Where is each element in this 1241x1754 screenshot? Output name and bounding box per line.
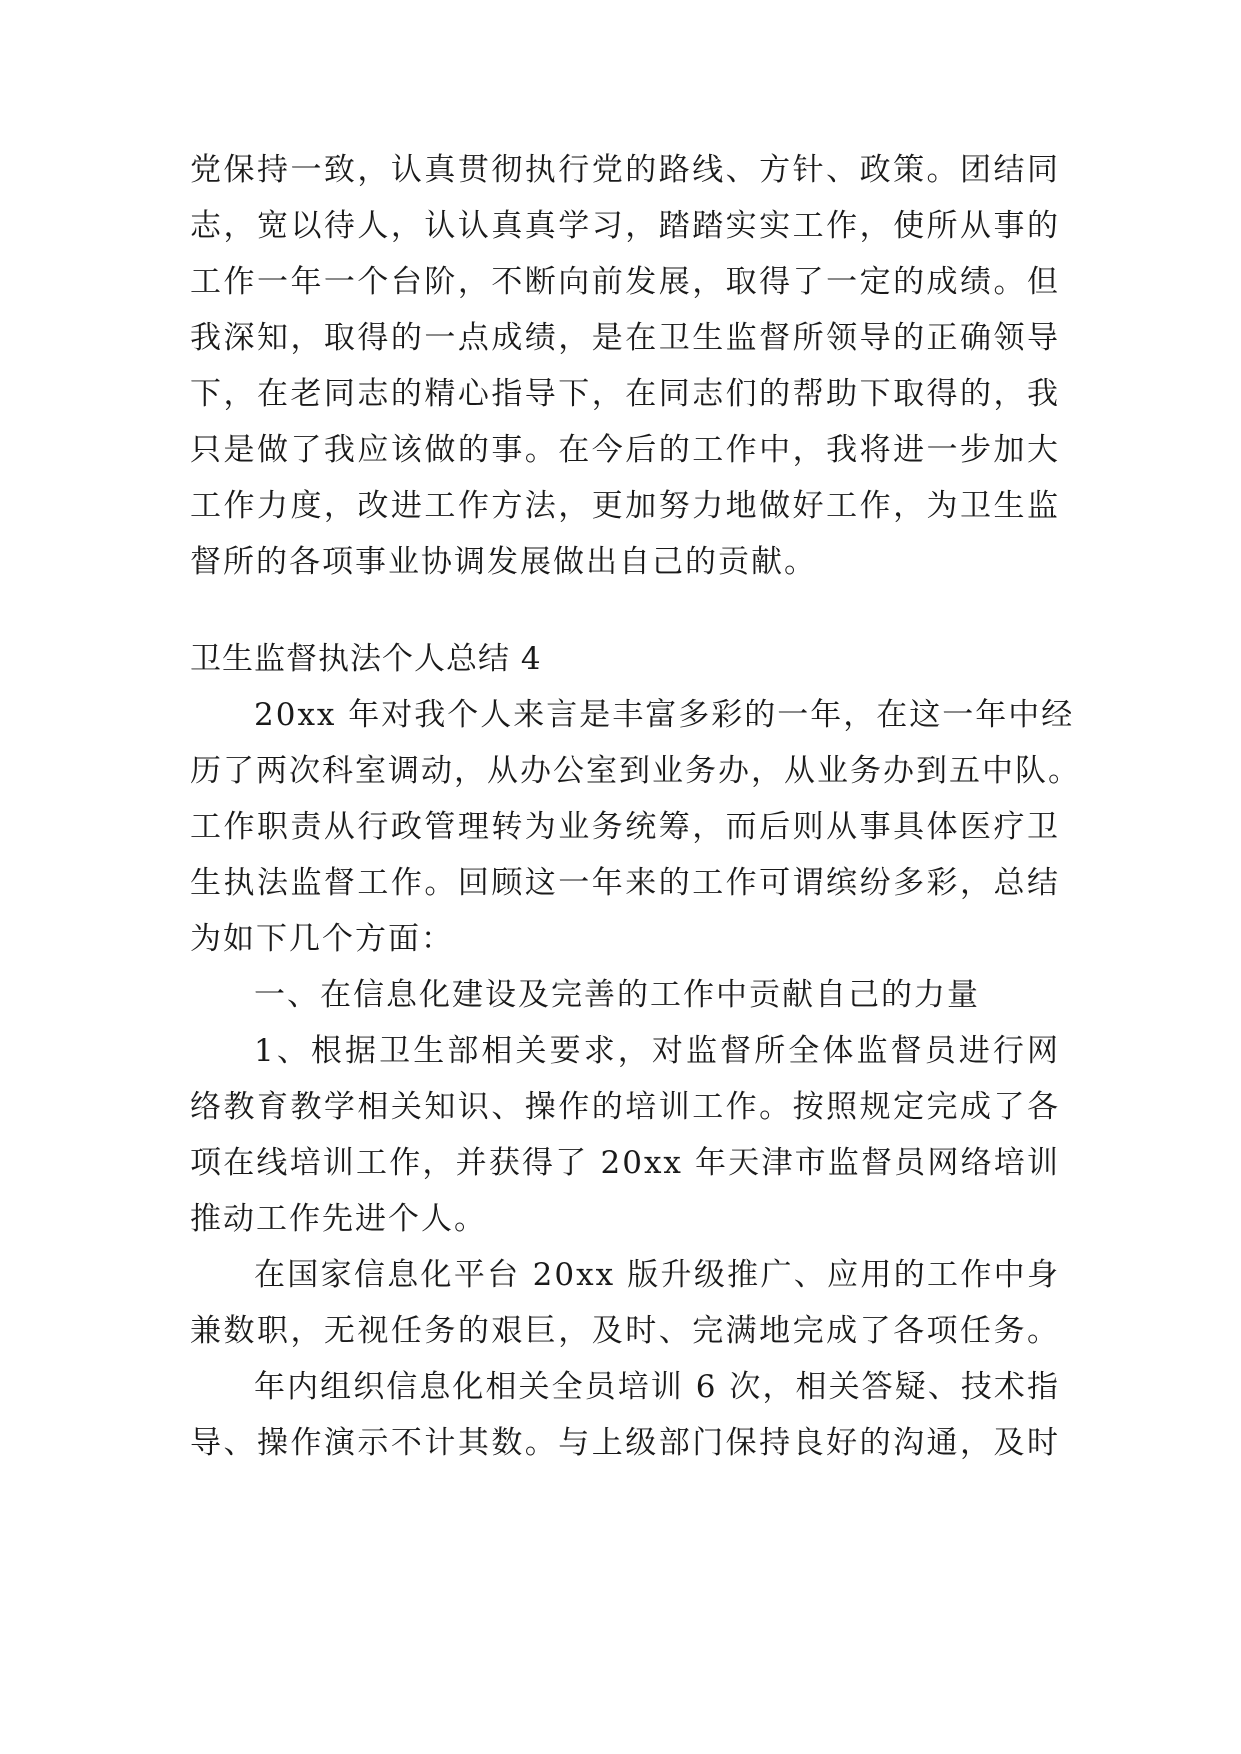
text-line: 生执法监督工作。回顾这一年来的工作可谓缤纷多彩，总结 bbox=[190, 865, 1060, 901]
text-line: 工作一年一个台阶，不断向前发展，取得了一定的成绩。但 bbox=[190, 264, 1060, 300]
text-line: 历了两次科室调动，从办公室到业务办，从业务办到五中队。 bbox=[190, 753, 1081, 789]
text-line: 工作力度，改进工作方法，更加努力地做好工作，为卫生监 bbox=[190, 488, 1060, 524]
text-line: 导、操作演示不计其数。与上级部门保持良好的沟通，及时 bbox=[190, 1425, 1060, 1461]
text-line: 下，在老同志的精心指导下，在同志们的帮助下取得的，我 bbox=[190, 376, 1060, 412]
text-line: 项在线培训工作，并获得了 20xx 年天津市监督员网络培训 bbox=[190, 1145, 1060, 1181]
text-line: 兼数职，无视任务的艰巨，及时、完满地完成了各项任务。 bbox=[190, 1313, 1060, 1349]
text-line: 只是做了我应该做的事。在今后的工作中，我将进一步加大 bbox=[190, 432, 1060, 468]
text-line: 督所的各项事业协调发展做出自己的贡献。 bbox=[190, 544, 817, 580]
text-line: 党保持一致，认真贯彻执行党的路线、方针、政策。团结同 bbox=[190, 152, 1060, 188]
text-line: 络教育教学相关知识、操作的培训工作。按照规定完成了各 bbox=[190, 1089, 1060, 1125]
subheading: 一、在信息化建设及完善的工作中贡献自己的力量 bbox=[254, 977, 980, 1013]
text-line: 推动工作先进个人。 bbox=[190, 1201, 487, 1237]
text-line: 年内组织信息化相关全员培训 6 次，相关答疑、技术指 bbox=[254, 1369, 1060, 1405]
text-line: 1、根据卫生部相关要求，对监督所全体监督员进行网 bbox=[254, 1033, 1060, 1069]
text-line: 我深知，取得的一点成绩，是在卫生监督所领导的正确领导 bbox=[190, 320, 1060, 356]
section-title: 卫生监督执法个人总结 4 bbox=[190, 641, 542, 677]
text-line: 志，宽以待人，认认真真学习，踏踏实实工作，使所从事的 bbox=[190, 208, 1060, 244]
text-line: 20xx 年对我个人来言是丰富多彩的一年，在这一年中经 bbox=[254, 697, 1075, 733]
text-line: 在国家信息化平台 20xx 版升级推广、应用的工作中身 bbox=[254, 1257, 1060, 1293]
text-line: 为如下几个方面： bbox=[190, 921, 454, 957]
text-line: 工作职责从行政管理转为业务统筹，而后则从事具体医疗卫 bbox=[190, 809, 1060, 845]
